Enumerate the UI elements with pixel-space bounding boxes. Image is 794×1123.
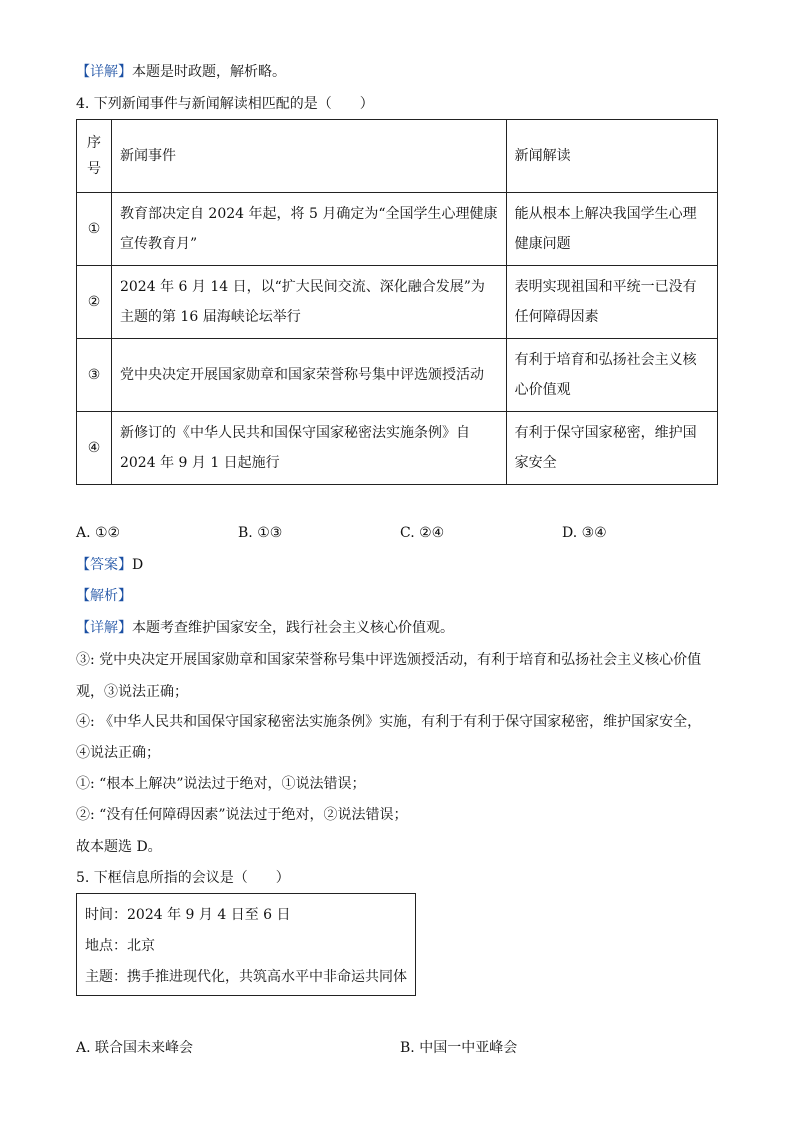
- option-b: B. ①③: [238, 525, 283, 541]
- header-explain: 新闻解读: [506, 120, 717, 193]
- q5-stem: 5. 下框信息所指的会议是（ ）: [76, 870, 290, 886]
- detail-tag: 【详解】: [76, 620, 132, 636]
- info-time: 时间：2024 年 9 月 4 日至 6 日: [85, 907, 291, 923]
- analysis-tag: 【解析】: [76, 588, 132, 604]
- header-seq: 序号: [77, 120, 112, 193]
- analysis-line: ④: 《中华人民共和国保守国家秘密法实施条例》实施，有利于有利于保守国家秘密，维护国家安全，: [76, 714, 702, 730]
- info-theme: 主题：携手推进现代化，共筑高水平中非命运共同体: [85, 969, 407, 985]
- row-event: 党中央决定开展国家勋章和国家荣誉称号集中评选颁授活动: [111, 339, 506, 412]
- analysis-line: ④说法正确；: [76, 745, 160, 761]
- analysis-line: ①: “根本上解决”说法过于绝对，①说法错误；: [76, 776, 366, 792]
- detail-line: [76, 618, 454, 638]
- row-seq: ③: [77, 339, 112, 412]
- q4-stem: 4. 下列新闻事件与新闻解读相匹配的是（ ）: [76, 96, 374, 112]
- row-explain: 有利于培育和弘扬社会主义核心价值观: [506, 339, 717, 412]
- info-place: 地点：北京: [85, 938, 155, 954]
- option-c: C. ②④: [400, 525, 445, 541]
- option-a: A. 联合国未来峰会: [76, 1040, 194, 1056]
- table-row: [77, 266, 718, 339]
- table-row: [77, 412, 718, 485]
- answer-tag: 【答案】: [76, 557, 132, 573]
- option-b: B. 中国一中亚峰会: [400, 1040, 518, 1056]
- info-box: [76, 893, 416, 996]
- prev-detail: [76, 62, 286, 82]
- row-explain: 有利于保守国家秘密，维护国家安全: [506, 412, 717, 485]
- analysis-line: ②: “没有任何障碍因素”说法过于绝对，②说法错误；: [76, 807, 408, 823]
- detail-tag: 【详解】: [76, 64, 132, 80]
- answer-value: D: [132, 557, 144, 573]
- row-event: 2024 年 6 月 14 日，以“扩大民间交流、深化融合发展”为主题的第 16 届海峡论坛举行: [111, 266, 506, 339]
- row-event: 教育部决定自 2024 年起，将 5 月确定为“全国学生心理健康宣传教育月”: [111, 193, 506, 266]
- table-row: [77, 339, 718, 412]
- analysis-line: 观，③说法正确；: [76, 684, 188, 700]
- option-a: A. ①②: [76, 525, 121, 541]
- row-event: 新修订的《中华人民共和国保守国家秘密法实施条例》自 2024 年 9 月 1 日起施行: [111, 412, 506, 485]
- analysis-line: ③: 党中央决定开展国家勋章和国家荣誉称号集中评选颁授活动，有利于培育和弘扬社会主义核心价值: [76, 652, 702, 668]
- detail-text: 本题考查维护国家安全，践行社会主义核心价值观。: [132, 620, 454, 636]
- row-explain: 能从根本上解决我国学生心理健康问题: [506, 193, 717, 266]
- detail-text: 本题是时政题，解析略。: [132, 64, 286, 80]
- header-event: 新闻事件: [111, 120, 506, 193]
- row-seq: ②: [77, 266, 112, 339]
- row-seq: ①: [77, 193, 112, 266]
- table-row: [77, 193, 718, 266]
- news-table: [76, 119, 718, 485]
- answer-line: [76, 555, 143, 575]
- row-explain: 表明实现祖国和平统一已没有任何障碍因素: [506, 266, 717, 339]
- analysis-line: 故本题选 D。: [76, 839, 162, 855]
- option-d: D. ③④: [562, 525, 607, 541]
- table-header-row: [77, 120, 718, 193]
- row-seq: ④: [77, 412, 112, 485]
